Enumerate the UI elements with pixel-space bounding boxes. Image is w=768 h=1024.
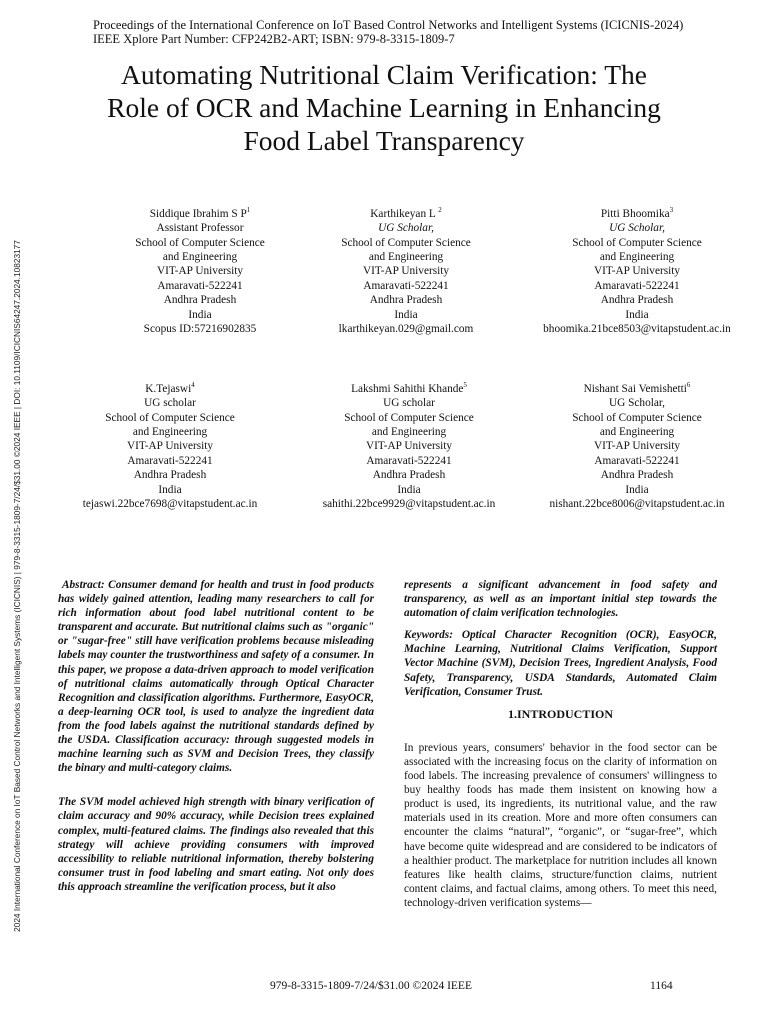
author-email: sahithi.22bce9929@vitapstudent.ac.in [322, 498, 496, 511]
author-school: School of Computer Science [135, 236, 265, 249]
author-block-4 [50, 378, 290, 511]
left-column [58, 578, 374, 894]
author-email: bhoomika.21bce8503@vitapstudent.ac.in [543, 323, 731, 336]
author-school: School of Computer Science [572, 236, 702, 249]
author-name: Karthikeyan L $^2$ [370, 206, 442, 220]
author-school-2: and Engineering [599, 250, 675, 263]
author-city: Amaravati-522241 [594, 454, 680, 467]
author-school-2: and Engineering [599, 425, 675, 438]
author-school: School of Computer Science [341, 236, 471, 249]
author-state: Andhra Pradesh [600, 469, 674, 482]
author-school: School of Computer Science [105, 411, 235, 424]
author-role: UG Scholar, [378, 222, 434, 235]
author-name: Siddique Ibrahim S $P^1$ [149, 206, 251, 220]
author-university: VIT-AP University [593, 265, 681, 278]
abstract-paragraph-3: represents a significant advancement in food safety and transparency, as well as an important initial step towards the automation of claim verification technologies. [404, 579, 717, 620]
author-state: Andhra Pradesh [163, 294, 237, 307]
page-number: 1164 [650, 980, 673, 992]
author-block-3 [517, 203, 757, 336]
author-school: School of Computer Science [344, 411, 474, 424]
author-name: Nishant Sai Vemishetti$^6$ [583, 381, 691, 395]
footer-copyright: 979-8-3315-1809-7/24/$31.00 ©2024 IEEE [270, 980, 472, 992]
author-state: Andhra Pradesh [372, 469, 446, 482]
author-block-2 [286, 203, 526, 336]
author-email: lkarthikeyan.029@gmail.com [338, 323, 474, 336]
isbn-header: IEEE Xplore Part Number: CFP242B2-ART; ISBN: 979-8-3315-1809-7 [93, 32, 455, 46]
author-country: India [188, 308, 212, 321]
introduction-paragraph: In previous years, consumers' behavior in the food sector can be associated with the increasing focus on the clarity of information on food labels. The increasing prevalence of consumers' willingness to buy healthy foods has made them insistent on knowing how a product is used, its ingredients, its nutritional value, and the raw materials used in its creation. More and more often consumers can encounter the claims “natural”, “organic”, or “sugar-free”, which have become quite widespread and are considered to be indicators of a healthier product. The marketplace for nutrition includes all known features like health claims, structure/function claims, nutrient content claims, and factual claims, among others. To meet this need, technology-driven verification systems— [404, 741, 717, 909]
author-school-2: and Engineering [371, 425, 447, 438]
paper-title: Automating Nutritional Claim Verification: The Role of OCR and Machine Learning in Enhancing Food Label Transparency [107, 59, 661, 156]
keywords: Keywords: Optical Character Recognition (OCR), EasyOCR, Machine Learning, Nutritional Claims Verification, Support Vector Machine (SVM), Decision Trees, Ingredient Analysis, Food Safety, Transparency, USDA Standards, Automated Claim Verification, Consumer Trust. [404, 629, 717, 698]
author-university: VIT-AP University [593, 440, 681, 453]
author-city: Amaravati-522241 [127, 454, 213, 467]
author-university: VIT-AP University [126, 440, 214, 453]
author-state: Andhra Pradesh [369, 294, 443, 307]
author-role: UG Scholar, [608, 397, 666, 410]
author-state: Andhra Pradesh [600, 294, 674, 307]
author-name: Pitti Bhoomika$^3$ [600, 206, 674, 220]
author-city: Amaravati-522241 [363, 279, 449, 292]
author-country: India [397, 483, 421, 496]
section-heading-introduction: 1.INTRODUCTION [507, 706, 613, 721]
author-email: nishant.22bce8006@vitapstudent.ac.in [549, 498, 725, 511]
author-city: Amaravati-522241 [366, 454, 452, 467]
author-name: Lakshmi Sahithi Khande$^5$ [351, 381, 467, 395]
author-country: India [394, 308, 418, 321]
author-city: Amaravati-522241 [157, 279, 243, 292]
author-block-1 [80, 203, 320, 336]
author-country: India [625, 308, 649, 321]
author-name: K.Tejaswi$^4$ [145, 381, 195, 395]
author-school-2: and Engineering [162, 250, 238, 263]
abstract-paragraph-1: Abstract: Consumer demand for health and trust in food products has widely gained attention, leading many researchers to call for rich information about food label nutritional content to be transparent and accurate. But nutritional claims such as "organic" or "sugar-free" still have verification problems because misleading labels may counter the trustworthiness and safety of a consumer. In this paper, we propose a data-driven approach to model verification of nutritional claims automatically through Optical Character Recognition and classification algorithms. Furthermore, EasyOCR, a deep-learning OCR tool, is used to analyze the ingredient data from the food labels against the nutritional standards defined by the USDA. Classification accuracy: through suggested models in machine learning such as SVM and Decision Trees, they classify the binary and multi-category claims. [58, 579, 374, 775]
author-university: VIT-AP University [156, 265, 244, 278]
author-school-2: and Engineering [368, 250, 444, 263]
proceedings-header: Proceedings of the International Conference on IoT Based Control Networks and Intelligent Systems (ICICNIS-2024) [93, 18, 684, 32]
author-block-6 [517, 378, 757, 511]
author-country: India [158, 483, 182, 496]
author-role: UG Scholar, [609, 222, 665, 235]
author-block-5 [289, 378, 529, 511]
author-city: Amaravati-522241 [594, 279, 680, 292]
right-column [404, 578, 717, 910]
author-contact: Scopus ID:57216902835 [143, 323, 257, 336]
abstract-paragraph-2: The SVM model achieved high strength with binary verification of claim accuracy and 90% accuracy, while Decision trees explained complex, multi-featured claims. The findings also revealed that this strategy will achieve providing consumers with improved accessibility to reliable nutritional information, thereby bolstering consumer trust in food labeling and smart eating. Not only does this approach streamline the verification process, but it also [58, 796, 374, 893]
author-school: School of Computer Science [572, 411, 702, 424]
author-role: UG scholar [383, 397, 435, 410]
author-role: UG scholar [144, 397, 196, 410]
author-state: Andhra Pradesh [133, 469, 207, 482]
author-email: tejaswi.22bce7698@vitapstudent.ac.in [82, 498, 258, 511]
author-role: Assistant Professor [156, 222, 244, 235]
doi-sidebar: 2024 International Conference on IoT Based Control Networks and Intelligent Systems (ICICNIS) | 979-8-3315-1809-7/24/$31.00 ©2024 IEEE | DOI: 10.1109/ICICNIS64247.2024.10823177 [12, 240, 22, 932]
author-school-2: and Engineering [132, 425, 208, 438]
author-university: VIT-AP University [365, 440, 453, 453]
author-country: India [625, 483, 649, 496]
author-university: VIT-AP University [362, 265, 450, 278]
